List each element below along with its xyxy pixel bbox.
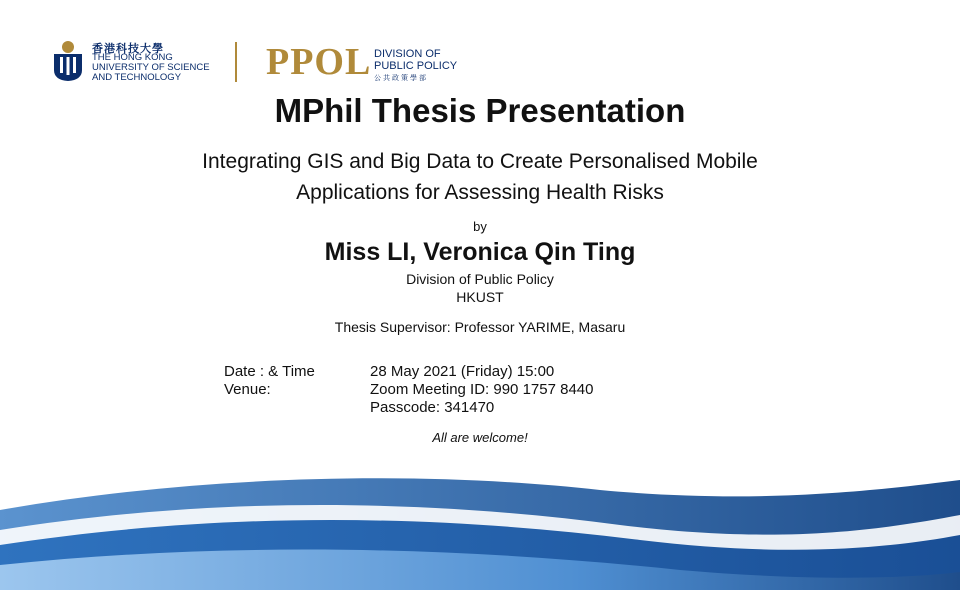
presenter-division: Division of Public Policy — [406, 271, 554, 287]
thesis-title: Integrating GIS and Big Data to Create Personalised Mobile Applications for Assessing Health Risks — [202, 150, 758, 204]
university-name-chinese: 香港科技大學 — [92, 43, 164, 55]
university-name-english: THE HONG KONG UNIVERSITY OF SCIENCE AND TECHNOLOGY — [92, 52, 210, 83]
venue-value: Zoom Meeting ID: 990 1757 8440 — [370, 381, 594, 398]
welcome-note: All are welcome! — [432, 430, 528, 445]
page-title: MPhil Thesis Presentation — [274, 92, 686, 129]
passcode-value: Passcode: 341470 — [370, 399, 495, 416]
date-value: 28 May 2021 (Friday) 15:00 — [370, 363, 555, 380]
thesis-supervisor: Thesis Supervisor: Professor YARIME, Masaru — [334, 319, 626, 335]
venue-label: Venue: — [224, 381, 271, 398]
by-label: by — [473, 219, 487, 234]
ppol-logo: PPOL — [266, 41, 372, 83]
logo-bar — [52, 40, 482, 84]
division-name-chinese: 公共政策學部 — [374, 75, 428, 82]
decorative-wave-footer — [0, 470, 960, 590]
logo-divider — [235, 42, 237, 82]
date-label: Date : & Time — [224, 363, 315, 380]
hkust-emblem-icon — [52, 40, 84, 82]
presenter-institution: HKUST — [456, 289, 504, 305]
division-name-english: DIVISION OF PUBLIC POLICY — [374, 48, 458, 72]
presenter-name: Miss LI, Veronica Qin Ting — [324, 238, 636, 266]
